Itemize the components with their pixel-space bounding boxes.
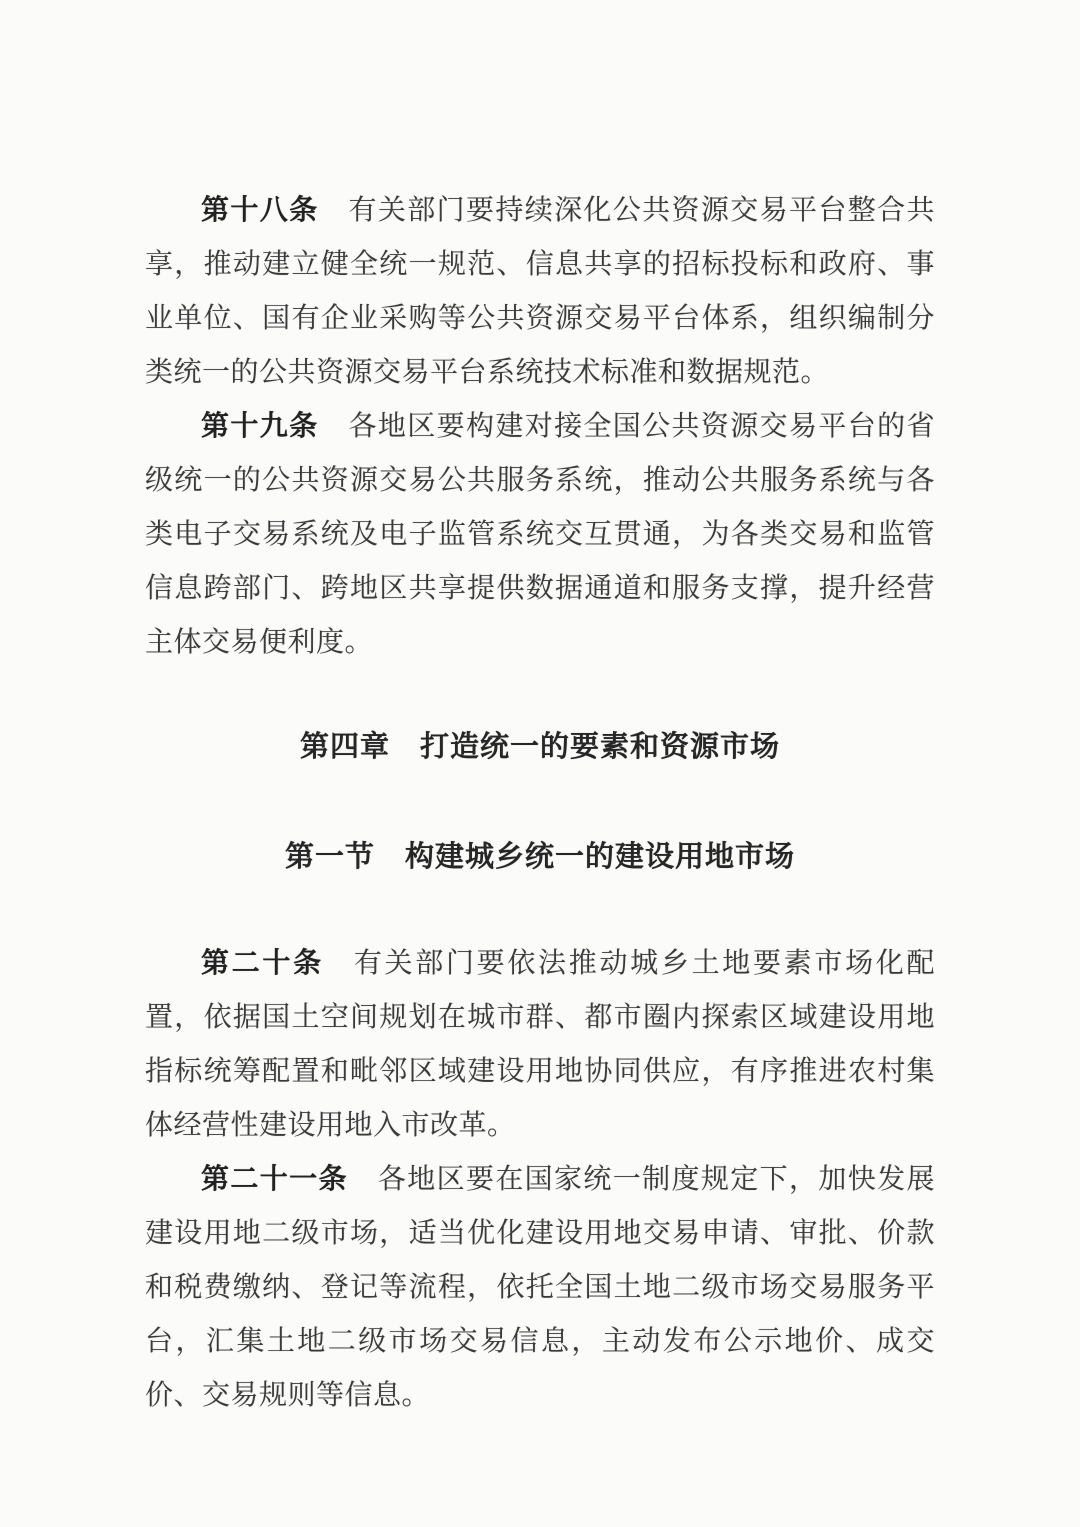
article-18-text: 有关部门要持续深化公共资源交易平台整合共享，推动建立健全统一规范、信息共享的招标投标和政府、事业单位、国有企业采购等公共资源交易平台体系，组织编制分类统一的公共资源交易平台系统技术标准和数据规范。: [145, 195, 935, 388]
article-19-text: 各地区要构建对接全国公共资源交易平台的省级统一的公共资源交易公共服务系统，推动公共服务系统与各类电子交易系统及电子监管系统交互贯通，为各类交易和监管信息跨部门、跨地区共享提供数据通道和服务支撑，提升经营主体交易便利度。: [145, 411, 935, 658]
chapter-4-heading: 第四章 打造统一的要素和资源市场: [299, 731, 780, 763]
article-paragraph-21: [145, 1153, 935, 1423]
article-20-text: 有关部门要依法推动城乡土地要素市场化配置，依据国土空间规划在城市群、都市圈内探索区域建设用地指标统筹配置和毗邻区域建设用地协同供应，有序推进农村集体经营性建设用地入市改革。: [145, 948, 935, 1141]
article-paragraph-19: [145, 400, 935, 670]
section-1-heading: 第一节 构建城乡统一的建设用地市场: [284, 841, 795, 873]
article-20-number: 第二十条: [201, 948, 324, 979]
article-21-text: 各地区要在国家统一制度规定下，加快发展建设用地二级市场，适当优化建设用地交易申请、审批、价款和税费缴纳、登记等流程，依托全国土地二级市场交易服务平台，汇集土地二级市场交易信息，主动发布公示地价、成交价、交易规则等信息。: [145, 1164, 935, 1411]
article-18-number: 第十八条: [201, 195, 319, 226]
document-text-column: [145, 184, 935, 1423]
article-paragraph-20: [145, 937, 935, 1153]
article-19-number: 第十九条: [201, 411, 319, 442]
article-21-number: 第二十一条: [201, 1164, 348, 1195]
article-paragraph-18: [145, 184, 935, 400]
